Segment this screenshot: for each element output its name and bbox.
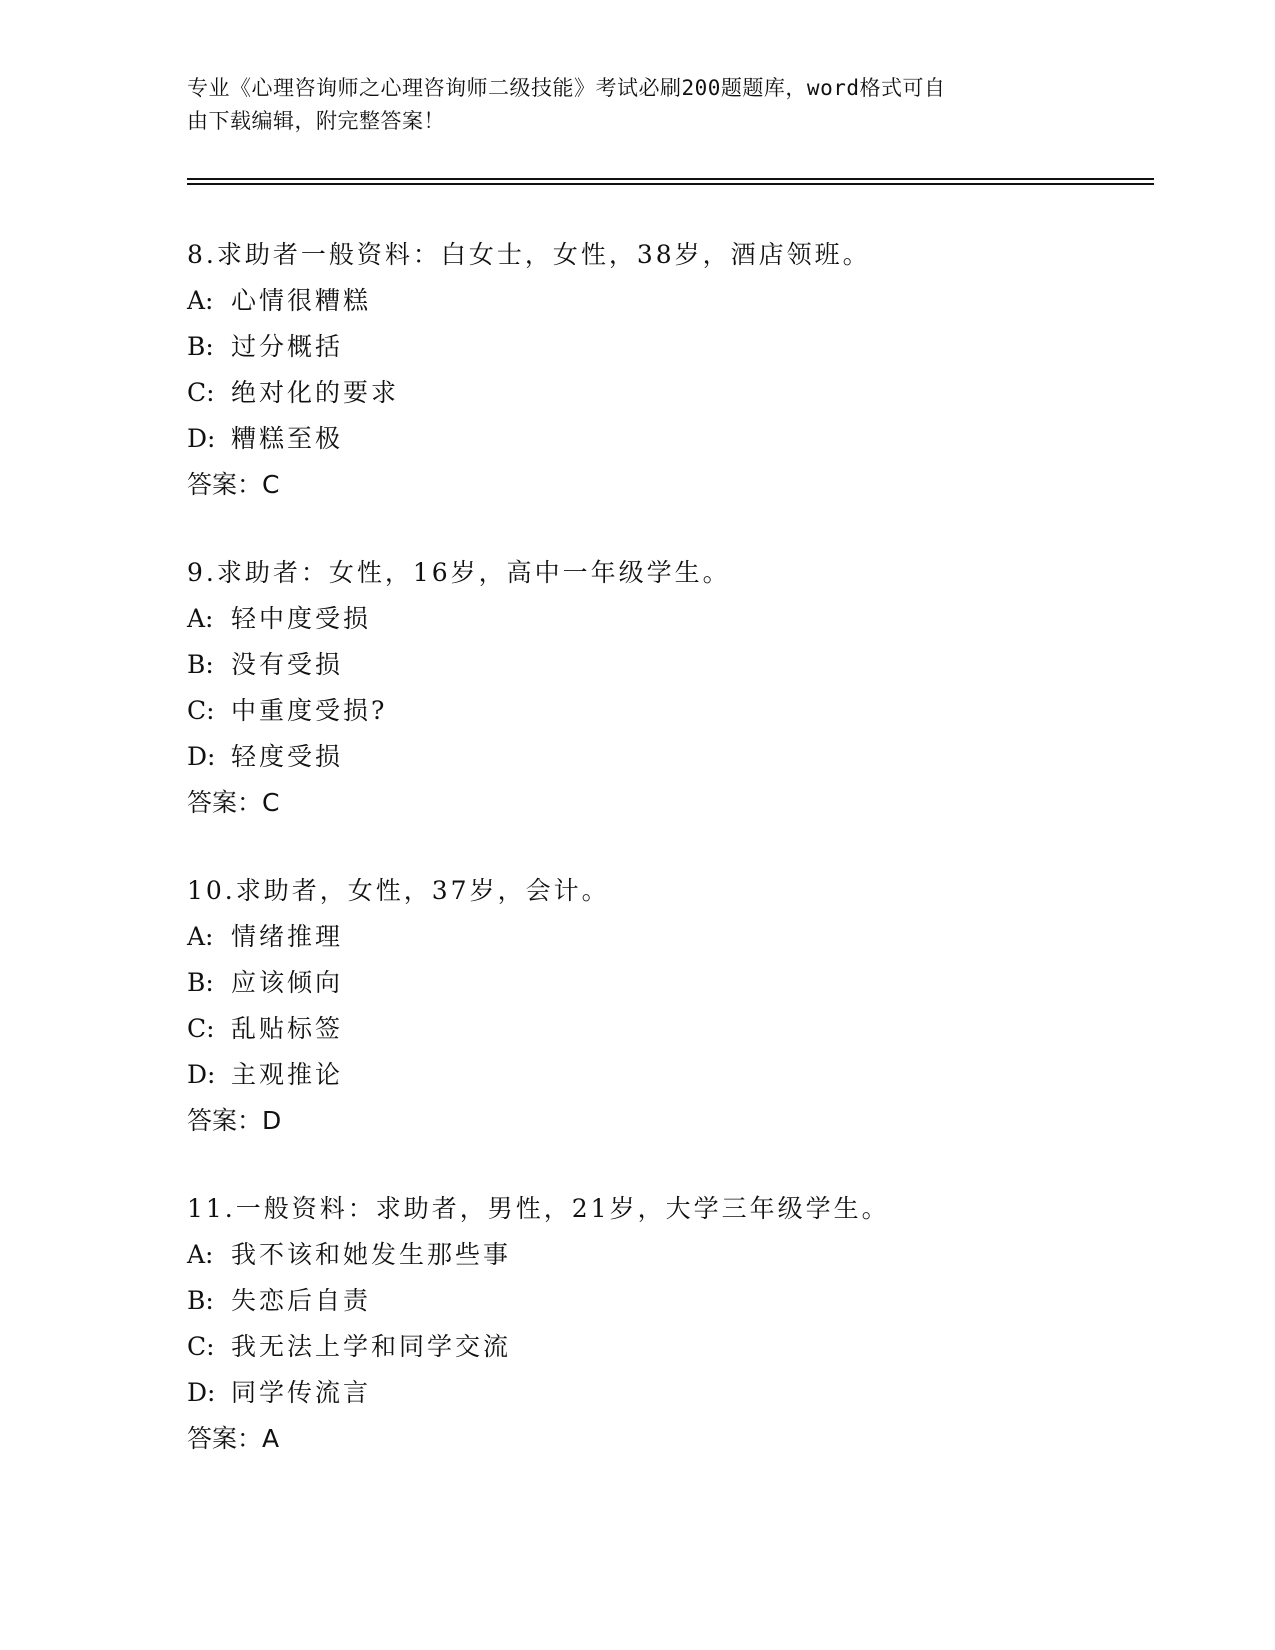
- question-stem: 10.求助者，女性，37岁，会计。: [187, 876, 610, 905]
- question-stem: 8.求助者一般资料：白女士，女性，38岁，酒店领班。: [187, 240, 871, 269]
- header-divider-bottom: [187, 183, 1154, 185]
- option-d: [187, 1370, 1147, 1416]
- option-text: 我不该和她发生那些事: [231, 1240, 512, 1269]
- option-d: [187, 416, 1147, 462]
- option-text: 没有受损: [231, 650, 344, 679]
- option-text: 轻度受损: [231, 742, 344, 771]
- option-letter: D:: [187, 424, 216, 453]
- question-9: [187, 550, 1147, 826]
- option-a: [187, 596, 1147, 642]
- question-10: [187, 868, 1147, 1144]
- option-letter: C:: [187, 378, 215, 407]
- option-letter: A:: [187, 1240, 214, 1269]
- option-c: [187, 370, 1147, 416]
- option-letter: A:: [187, 286, 214, 315]
- answer: 答案：C: [187, 788, 280, 817]
- answer: 答案：C: [187, 470, 280, 499]
- header-divider-top: [187, 178, 1154, 180]
- option-a: [187, 914, 1147, 960]
- option-text: 心情很糟糕: [231, 286, 372, 315]
- option-letter: C:: [187, 696, 215, 725]
- option-text: 过分概括: [231, 332, 344, 361]
- option-letter: B:: [187, 1286, 214, 1315]
- option-b: [187, 324, 1147, 370]
- option-text: 主观推论: [231, 1060, 344, 1089]
- option-d: [187, 734, 1147, 780]
- answer: 答案：D: [187, 1106, 282, 1135]
- option-c: [187, 1324, 1147, 1370]
- option-letter: C:: [187, 1332, 215, 1361]
- option-text: 乱贴标签: [231, 1014, 344, 1043]
- option-a: [187, 1232, 1147, 1278]
- option-letter: A:: [187, 922, 214, 951]
- option-letter: B:: [187, 332, 214, 361]
- option-letter: B:: [187, 650, 214, 679]
- question-11: [187, 1186, 1147, 1462]
- option-letter: D:: [187, 1060, 216, 1089]
- option-text: 绝对化的要求: [231, 378, 400, 407]
- option-text: 糟糕至极: [231, 424, 344, 453]
- option-letter: B:: [187, 968, 214, 997]
- question-stem: 9.求助者：女性，16岁，高中一年级学生。: [187, 558, 731, 587]
- option-text: 中重度受损?: [231, 696, 388, 725]
- option-text: 同学传流言: [231, 1378, 372, 1407]
- option-letter: D:: [187, 742, 216, 771]
- option-text: 失恋后自责: [231, 1286, 372, 1315]
- answer: 答案：A: [187, 1424, 280, 1453]
- option-d: [187, 1052, 1147, 1098]
- document-header: [187, 72, 1057, 138]
- option-text: 情绪推理: [231, 922, 344, 951]
- option-b: [187, 1278, 1147, 1324]
- option-a: [187, 278, 1147, 324]
- option-letter: C:: [187, 1014, 215, 1043]
- option-letter: A:: [187, 604, 214, 633]
- question-8: [187, 232, 1147, 508]
- option-text: 应该倾向: [231, 968, 344, 997]
- option-text: 轻中度受损: [231, 604, 372, 633]
- option-c: [187, 1006, 1147, 1052]
- option-text: 我无法上学和同学交流: [231, 1332, 512, 1361]
- option-letter: D:: [187, 1378, 216, 1407]
- question-list: [187, 232, 1147, 1462]
- header-line-2: 由下载编辑，附完整答案！: [187, 109, 445, 133]
- question-stem: 11.一般资料：求助者，男性，21岁，大学三年级学生。: [187, 1194, 890, 1223]
- option-b: [187, 960, 1147, 1006]
- header-line-1: 专业《心理咨询师之心理咨询师二级技能》考试必刷200题题库，word格式可自: [187, 76, 946, 100]
- option-c: [187, 688, 1147, 734]
- option-b: [187, 642, 1147, 688]
